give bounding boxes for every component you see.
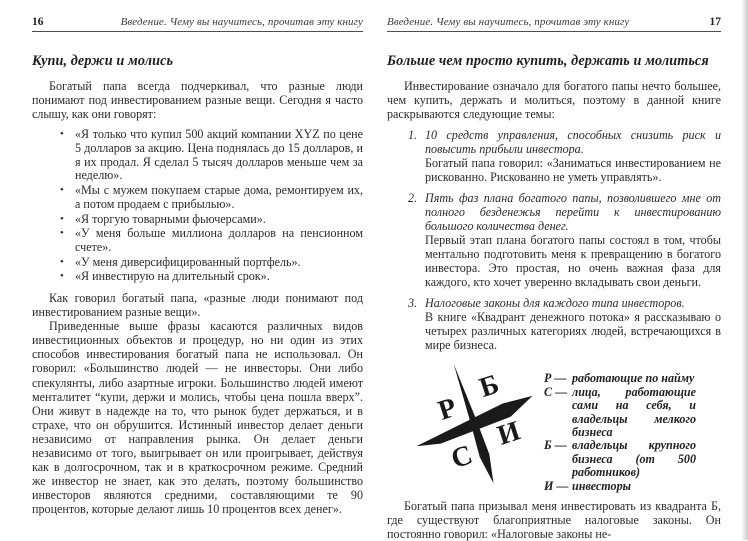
page-edge-shadow — [741, 0, 748, 540]
legend-item — [544, 480, 696, 493]
item-lead: 10 средств управления, способных снизить риск и повысить прибыли инвестора. — [425, 128, 721, 157]
list-item: • «Я торгую товарными фьючерсами». — [58, 213, 363, 227]
bullet-list — [32, 128, 363, 284]
legend-desc: лица, работающие сами на себя, и владельцы мелкого бизнеса — [572, 384, 696, 439]
legend-key: Б — — [544, 438, 567, 453]
quadrant-letter: С — [447, 439, 477, 476]
paragraph-main: Приведенные выше фразы касаются различных видов инвестиционных объектов и процедур, но ни один из этих способов инвестирования богатый папа не использовал. Он говорил: «Большинство людей — не инвесторы. Они либо спекулянты, либо азартные игроки. Большинство людей имеют менталитет “купи, держи и молись, чтобы цена пошла вверх”. Они живут в надежде на то, что рынок будет держаться, и в страхе, что он обрушится. Истинный инвестор делает деньги независимо от направления рынка. Он делает деньги независимо от того, выигрывает он или проигрывает, действуя как в долгосрочном, так и в краткосрочном режиме. Средний же инвестор не знает, как это делать, поэтому большинство инвесторов являются средними, составляющими те 90 процентов, которые делают лишь 10 процентов всех денег». — [32, 319, 363, 517]
legend-desc: инвесторы — [572, 478, 632, 493]
section-heading: Больше чем просто купить, держать и молиться — [387, 53, 709, 69]
paragraph-intro: Богатый папа всегда подчеркивал, что разные люди понимают под инвестированием разные вещи. Сегодня я часто слышу, как они говорят: — [32, 79, 363, 122]
quadrant-legend — [544, 359, 696, 493]
page-left — [32, 16, 363, 517]
numbered-list — [387, 128, 721, 352]
list-item: • «Я только что купил 500 акций компании XYZ по цене 5 долларов за акцию. Цена поднялась до 15 долларов, и я их продал. Я сделал 5 тысяч долларов меньше чем за неделю». — [58, 128, 363, 183]
item-body: Богатый папа говорил: «Заниматься инвестированием не рискованно. Рискованно не уметь управлять». — [425, 156, 721, 185]
item-body: В книге «Квадрант денежного потока» я рассказываю о четырех различных категориях людей, встречающихся в мире бизнеса. — [425, 310, 721, 353]
legend-key: Р — — [544, 371, 567, 386]
page-right — [387, 16, 721, 541]
cashflow-quadrant-figure — [387, 359, 721, 493]
item-lead: Налоговые законы для каждого типа инвесторов. — [425, 296, 685, 311]
legend-key: С — — [544, 384, 568, 399]
item-body: Первый этап плана богатого папы состоял в том, чтобы ментально подготовить меня к превращению в богатого инвестора. Это простая, но очень важная фаза для каждого, кто хочет уверенно вкладывать свои деньги. — [425, 233, 721, 290]
legend-desc: работающие по найму — [572, 371, 695, 386]
list-item: • «Мы с мужем покупаем старые дома, ремонтируем их, а потом продаем с прибылью». — [58, 184, 363, 211]
list-item: • «Я инвестирую на длительный срок». — [58, 270, 363, 284]
page-number: 17 — [709, 16, 721, 28]
section-heading: Купи, держи и молись — [32, 53, 174, 69]
list-item: • «У меня диверсифицированный портфель». — [58, 256, 363, 270]
legend-desc: владельцы крупного бизнеса (от 500 работников) — [572, 438, 696, 480]
item-number: 3. — [408, 296, 418, 311]
running-head-title: Введение. Чему вы научитесь, прочитав эту книгу — [120, 16, 363, 28]
quadrant-letter: И — [493, 415, 525, 452]
quadrant-cross-icon — [409, 359, 541, 487]
paragraph-intro: Инвестирование означало для богатого папы нечто большее, чем купить, держать и молиться, поэтому в данной книге раскрываются следующие темы: — [387, 79, 721, 122]
legend-key: И — — [544, 478, 569, 493]
item-number: 1. — [408, 128, 418, 143]
numbered-item — [387, 296, 721, 352]
list-item: • «У меня больше миллиона долларов на пенсионном счете». — [58, 227, 363, 254]
quadrant-letter: Р — [434, 392, 461, 428]
paragraph-outro: Богатый папа призывал меня инвестировать из квадранта Б, где существуют благоприятные налоговые законы. Он постоянно говорил: «Налоговые законы не- — [387, 498, 721, 541]
item-number: 2. — [408, 191, 418, 206]
running-head-title: Введение. Чему вы научитесь, прочитав эту книгу — [387, 16, 630, 28]
legend-item — [544, 439, 696, 479]
item-lead: Пять фаз плана богатого папы, позволившего мне от полного безденежья перейти к инвестированию большого количества денег. — [425, 191, 721, 234]
page-number: 16 — [32, 16, 44, 28]
numbered-item — [387, 128, 721, 184]
numbered-item — [387, 191, 721, 289]
legend-item — [544, 386, 696, 440]
legend-item — [544, 372, 696, 385]
quadrant-letter: Б — [475, 368, 503, 405]
running-head-right — [387, 16, 721, 32]
running-head-left — [32, 16, 363, 32]
paragraph-quote: Как говорил богатый папа, «разные люди понимают под инвестированием разные вещи». — [32, 291, 363, 320]
